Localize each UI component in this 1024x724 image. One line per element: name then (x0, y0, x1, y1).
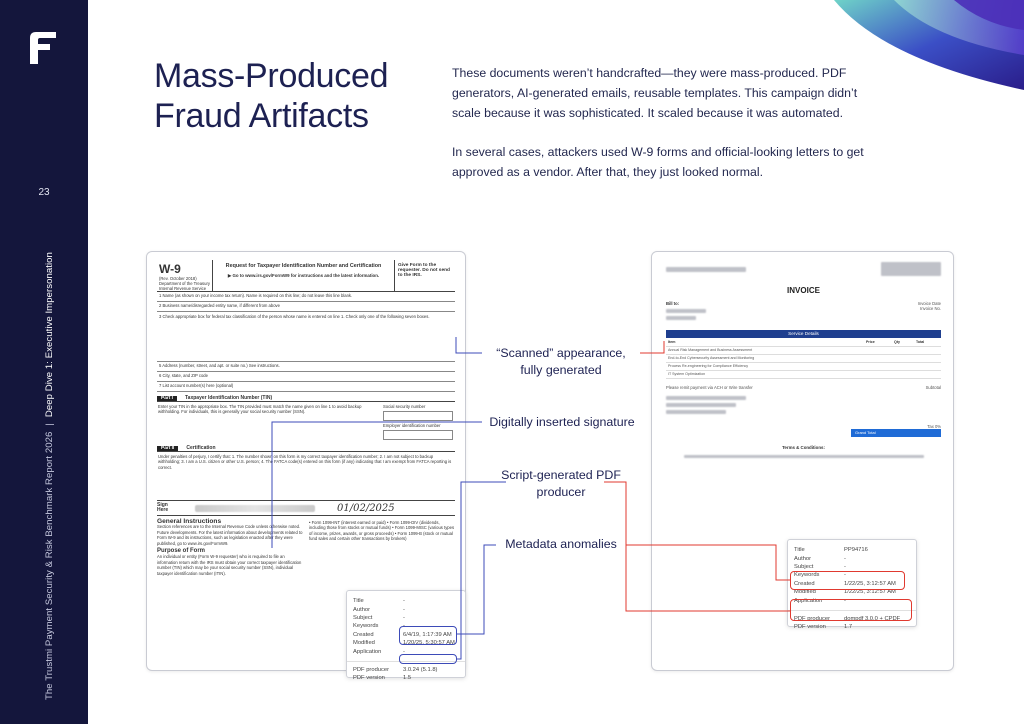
vendor-logo-redacted (881, 262, 941, 276)
meta-row: PDF version 1.7 (794, 624, 853, 631)
paragraph-2: In several cases, attackers used W-9 forms and official-looking letters to get approved as a vendor. After that, they just looked normal. (452, 145, 864, 179)
w9-ein-label: Employer identification number (383, 423, 441, 428)
w9-part-1-header (157, 395, 455, 402)
w9-part-2-title: Certification (186, 445, 216, 451)
callout-signature: Digitally inserted signature (489, 415, 635, 429)
w9-title: Request for Taxpayer Identification Number and Certification (225, 263, 382, 269)
w9-signature-row (157, 500, 455, 516)
report-title: The Trustmi Payment Security & Risk Benchmark Report 2026 (44, 431, 55, 700)
page-title (154, 56, 434, 136)
section-title: Deep Dive 1: Executive Impersonation (44, 252, 55, 418)
w9-form-id (157, 260, 213, 291)
w9-line-1: 1 Name (as shown on your income tax return). Name is required on this line; do not leave this line blank. (157, 292, 455, 302)
w9-part-1-text: Enter your TIN in the appropriate box. The TIN provided must match the name given on line 1 to avoid backup withholding. For individuals, this is generally your social security number (SSN). (158, 404, 362, 415)
trustmi-logo-icon (26, 28, 62, 68)
subtotal-label: Subtotal (925, 384, 941, 390)
meta-row-modified: Modified 1/20/25, 5:30:57 AM (353, 640, 455, 647)
w9-line-2: 2 Business name/disregarded entity name, if different from above (157, 302, 455, 312)
w9-right-col-text: • Form 1099-INT (interest earned or paid) • Form 1099-DIV (dividends, including those from stocks or mutual funds) • Form 1099-MISC (various types of income, prizes, awards, or gross proceeds) • Form 1099-B (stock or mutual fund sales and certain other transactions by brokers) (309, 520, 455, 542)
service-details-header: Service Details (666, 330, 941, 338)
tax-label: Tax 0% (927, 423, 941, 429)
w9-gi-text: Section references are to the Internal Revenue Code unless otherwise noted. Future developments. For the latest information about developments related to Form W-9 and its instructions, such as legislation enacted after they were published, go to www.irs.gov/FormW9. (157, 524, 303, 546)
w9-line-5: 5 Address (number, street, and apt. or suite no.) See instructions. (157, 362, 455, 372)
callout-scanned: “Scanned” appearance, fully generated (496, 346, 626, 377)
sidebar (0, 0, 88, 724)
w9-producer-highlight (399, 654, 457, 664)
vendor-name-redacted (666, 267, 746, 272)
meta-row: Subject - (794, 563, 846, 570)
page-number: 23 (38, 187, 50, 198)
w9-purpose-heading: Purpose of Form (157, 548, 206, 555)
bill-to-label: Bill to: (666, 301, 680, 306)
invoice-producer-highlight (790, 599, 912, 621)
meta-row: Author - (353, 606, 405, 613)
meta-row-created: Created 6/4/19, 1:17:39 AM (353, 631, 452, 638)
meta-row: PDF version 1.5 (353, 675, 412, 682)
meta-row: Keywords - (353, 623, 405, 630)
meta-row-created: Created 1/22/25, 3:12:57 AM (794, 580, 896, 587)
separator: | (44, 423, 55, 426)
w9-signature-date: 01/02/2025 (337, 502, 395, 514)
payment-note: Please remit payment via ACH or Wire transfer (666, 384, 753, 390)
meta-row: Title PP94716 (794, 547, 868, 554)
meta-row-modified: Modified 1/22/25, 3:12:57 AM (794, 589, 896, 596)
w9-sign-label: Sign Here (157, 501, 169, 513)
table-row: Process Re-engineering for Compliance Efficiency (666, 362, 941, 370)
paragraph-1: These documents weren’t handcrafted—they were mass-produced. PDF generators, AI-generated emails, reusable templates. This campaign didn’t scale because it was sophisticated. It scaled because it was automated. (452, 66, 858, 120)
w9-part-2-tag: Part II (157, 446, 178, 451)
table-row: Annual Risk Management and Business Assessment (666, 346, 941, 354)
w9-form-rev: (Rev. October 2018) Department of the Treasury Internal Revenue Service (159, 276, 210, 291)
callout-producer: Script-generated PDF producer (501, 468, 621, 499)
w9-form-number: W-9 (159, 262, 181, 276)
meta-row-producer: PDF producer 3.0.24 (5.1.8) (353, 666, 438, 673)
w9-general-instructions: General Instructions (157, 518, 222, 525)
title-line-1: Mass-Produced (154, 57, 389, 95)
w9-part-2-text: Under penalties of perjury, I certify that: 1. The number shown on this form is my correct taxpayer identification number; 2. I am not subject to backup withholding; 3. I am a U.S. citizen or other U.S. person; 4. The FATCA code(s) entered on this form (if any) indicating that I am exempt from FATCA reporting is correct. (158, 454, 452, 470)
body-copy (452, 63, 882, 201)
callout-metadata: Metadata anomalies (505, 537, 617, 551)
table-row: End-to-End Cybersecurity Assessment and Monitoring (666, 354, 941, 362)
w9-title-block (213, 260, 395, 291)
invoice-dates-highlight (790, 571, 905, 590)
invoice-no-label: Invoice No. (920, 306, 941, 311)
w9-ssn-label: Social security number (383, 404, 426, 409)
w9-line-6: 6 City, state, and ZIP code (157, 372, 455, 382)
meta-row-producer: PDF producer dompdf 3.0.0 + CPDF (794, 615, 901, 622)
title-line-2: Fraud Artifacts (154, 97, 369, 135)
w9-subtitle: ▶ Go to www.irs.gov/FormW9 for instructions and the latest information. (227, 273, 380, 278)
w9-signature-redacted (195, 505, 315, 512)
w9-dates-highlight (399, 626, 457, 645)
w9-part-1-title: Taxpayer Identification Number (TIN) (185, 395, 273, 401)
invoice-title: INVOICE (787, 286, 820, 295)
meta-row: Title - (353, 598, 405, 605)
invoice-date-label: Invoice Date (917, 301, 941, 306)
w9-give-form: Give Form to the requester. Do not send to the IRS. (398, 263, 450, 278)
service-table: Item Price Qty Total Annual Risk Management and Business Assessment End-to-End Cybersecurity Assessment and Monitoring Process Re-engineering for Compliance Efficiency IT System Optimization (666, 338, 941, 379)
meta-row: Subject - (353, 614, 405, 621)
w9-line-3: 3 Check appropriate box for federal tax classification of the person whose name is entered on line 1. Check only one of the following seven boxes. (157, 312, 455, 362)
w9-purpose-text: An individual or entity (Form W-9 requester) who is required to file an information return with the IRS must obtain your correct taxpayer identification number (TIN) which may be your social security number (SSN), individual taxpayer identification number (ITIN). (157, 554, 302, 576)
meta-row: Application - (353, 648, 405, 655)
w9-part-2-header (157, 445, 455, 452)
w9-line-7: 7 List account number(s) here (optional) (157, 382, 455, 392)
grand-total-bar: Grand Total (851, 429, 941, 437)
meta-row: Keywords - (794, 572, 846, 579)
w9-part-1-tag: Part I (157, 396, 177, 401)
table-row: IT System Optimization (666, 370, 941, 378)
meta-row: Application - (794, 597, 846, 604)
sidebar-report-label (44, 252, 55, 700)
meta-row: Author - (794, 555, 846, 562)
terms-label: Terms & Conditions: (782, 444, 825, 450)
